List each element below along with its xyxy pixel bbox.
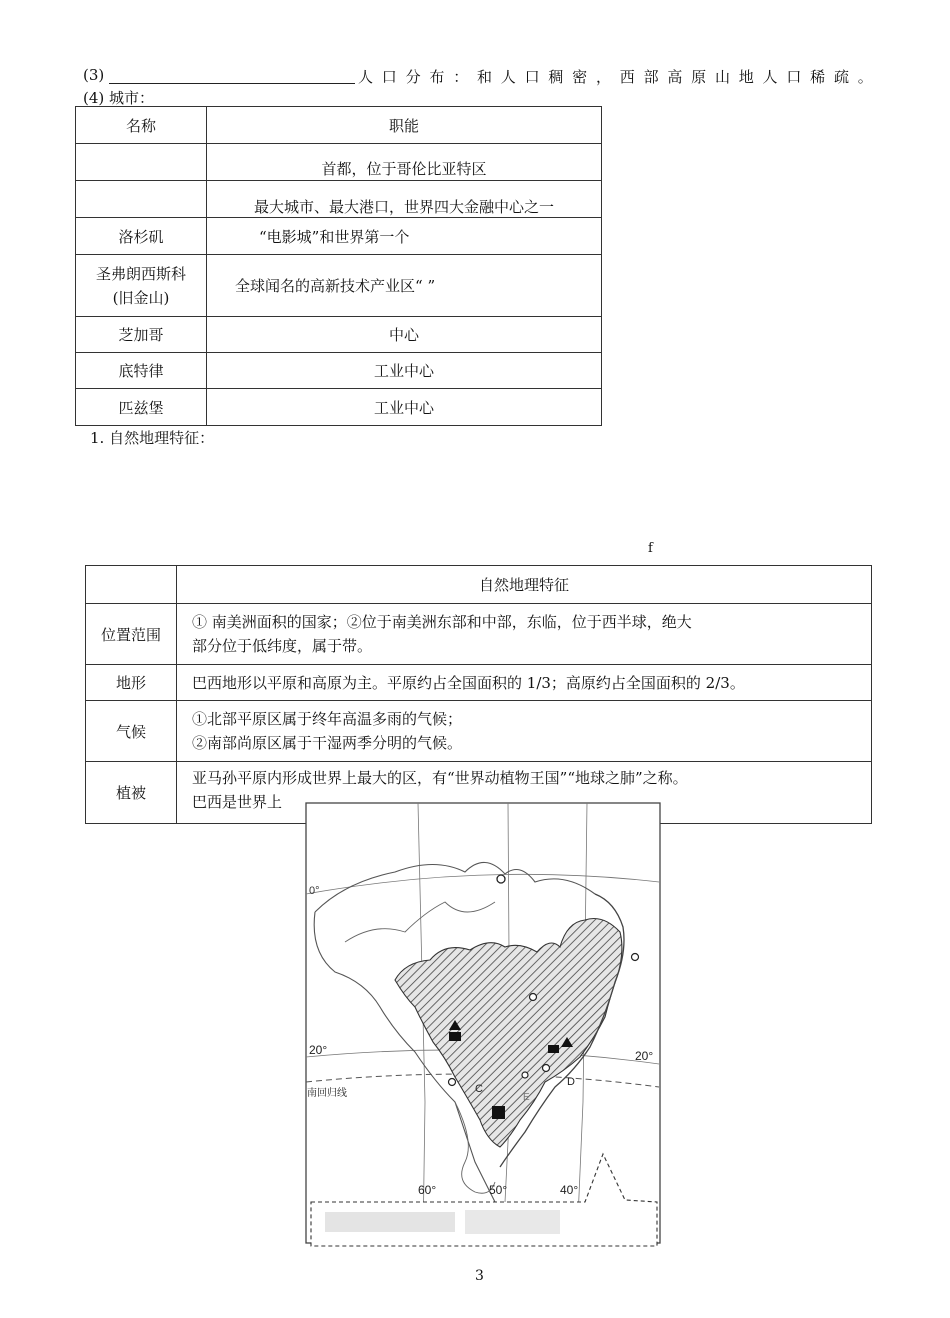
city-name: 匹兹堡: [76, 389, 207, 426]
text-char: ：: [453, 68, 469, 86]
row-line: 部分位于低纬度，属于带。: [192, 637, 373, 655]
text-char: 疏: [833, 68, 849, 86]
label-e: E: [523, 1092, 530, 1103]
city-dot: [522, 1072, 528, 1078]
fill-blank: [109, 83, 355, 84]
text-char: 稀: [810, 68, 826, 86]
header-features: 自然地理特征: [177, 566, 872, 604]
city-dot: [632, 954, 639, 961]
text-char: 口: [524, 68, 540, 86]
header-function: 职能: [207, 107, 602, 144]
city-function: “电影城”和世界第一个: [207, 218, 602, 255]
label-lon-50: 50°: [489, 1183, 508, 1197]
table-row: [86, 701, 872, 762]
text-char: 山: [714, 68, 730, 86]
city-function: 全球闻名的高新技术产业区“ ”: [207, 255, 602, 317]
table-row: [76, 144, 602, 181]
table-row: [86, 665, 872, 701]
city-dot: [449, 1079, 456, 1086]
row-label: 地形: [86, 665, 177, 701]
text-char: 口: [381, 68, 397, 86]
city-name: 圣弗朗西斯科 (旧金山): [76, 255, 207, 317]
label-tropic: 南回归线: [307, 1088, 347, 1099]
text-char: 地: [738, 68, 754, 86]
blurred-area: [325, 1212, 455, 1232]
item-number-3: (3): [83, 66, 105, 84]
city-function: 中心: [207, 317, 602, 353]
label-d: D: [567, 1076, 575, 1088]
city-dot: [497, 875, 505, 883]
city-name: 洛杉矶: [76, 218, 207, 255]
table-row: [76, 218, 602, 255]
page-number: 3: [475, 1268, 484, 1284]
city-name: 芝加哥: [76, 317, 207, 353]
blurred-area: [465, 1210, 560, 1234]
population-line: [83, 66, 873, 86]
industry-symbol: [449, 1032, 461, 1041]
header-name: 名称: [76, 107, 207, 144]
label-zero: 0°: [309, 885, 320, 897]
text-char: 密: [572, 68, 588, 86]
section-1-title: 1. 自然地理特征：: [90, 429, 215, 447]
row-line: ①北部平原区属于终年高温多雨的气候；: [192, 710, 463, 728]
city-name: [76, 144, 207, 181]
table-header-row: [76, 107, 602, 144]
text-char: 高: [667, 68, 683, 86]
brazil-map: [305, 802, 663, 1250]
row-content: [177, 701, 872, 762]
text-char: 人: [762, 68, 778, 86]
city-square: [492, 1106, 505, 1119]
row-line: ① 南美洲面积的国家；②位于南美洲东部和中部，东临，位于西半球，绝大: [192, 613, 692, 631]
label-lon-60: 60°: [418, 1183, 437, 1197]
city-function: 最大城市、最大港口，世界四大金融中心之一: [207, 181, 602, 218]
population-text: [358, 66, 873, 87]
label-lat-right: 20°: [635, 1049, 654, 1063]
city-dot: [530, 994, 537, 1001]
text-char: 人: [500, 68, 516, 86]
table-row: [76, 353, 602, 389]
label-lat-left: 20°: [309, 1043, 328, 1057]
nature-table: [85, 565, 872, 824]
table-row: [76, 255, 602, 317]
text-char: 人: [358, 68, 374, 86]
city-function: 首都，位于哥伦比亚特区: [207, 144, 602, 181]
text-char: ，: [595, 68, 611, 86]
text-char: 布: [429, 68, 445, 86]
text-char: 西: [619, 68, 635, 86]
table-header-row: [86, 566, 872, 604]
row-line: 巴西是世界上: [192, 793, 283, 811]
row-label: 位置范围: [86, 604, 177, 665]
text-char: 和: [476, 68, 492, 86]
text-char: 稠: [548, 68, 564, 86]
city-dot: [543, 1065, 550, 1072]
city-table: [75, 106, 602, 426]
industry-symbol: [548, 1045, 559, 1053]
row-line: 亚马孙平原内形成世界上最大的区，有“世界动植物王国”“地球之肺”之称。: [192, 769, 688, 787]
table-row: [76, 181, 602, 218]
row-line: ②南部尚原区属于干湿两季分明的气候。: [192, 734, 463, 752]
table-row: [76, 317, 602, 353]
text-char: 部: [643, 68, 659, 86]
section-4-title: (4) 城市：: [83, 89, 155, 107]
label-lon-40: 40°: [560, 1183, 579, 1197]
text-char: 分: [405, 68, 421, 86]
city-function: 工业中心: [207, 353, 602, 389]
row-label: 气候: [86, 701, 177, 762]
label-c: C: [475, 1083, 483, 1095]
row-label: 植被: [86, 762, 177, 824]
text-char: 。: [857, 68, 873, 86]
city-function: 工业中心: [207, 389, 602, 426]
header-empty: [86, 566, 177, 604]
row-content: [177, 604, 872, 665]
text-char: 口: [786, 68, 802, 86]
table-row: [76, 389, 602, 426]
table-row: [86, 604, 872, 665]
city-name: 底特律: [76, 353, 207, 389]
row-content: 巴西地形以平原和高原为主。平原约占全国面积的 1/3；高原约占全国面积的 2/3。: [177, 665, 872, 701]
city-name: [76, 181, 207, 218]
stray-mark: f: [648, 541, 653, 556]
text-char: 原: [691, 68, 707, 86]
nature-table-wrapper: [85, 565, 873, 811]
